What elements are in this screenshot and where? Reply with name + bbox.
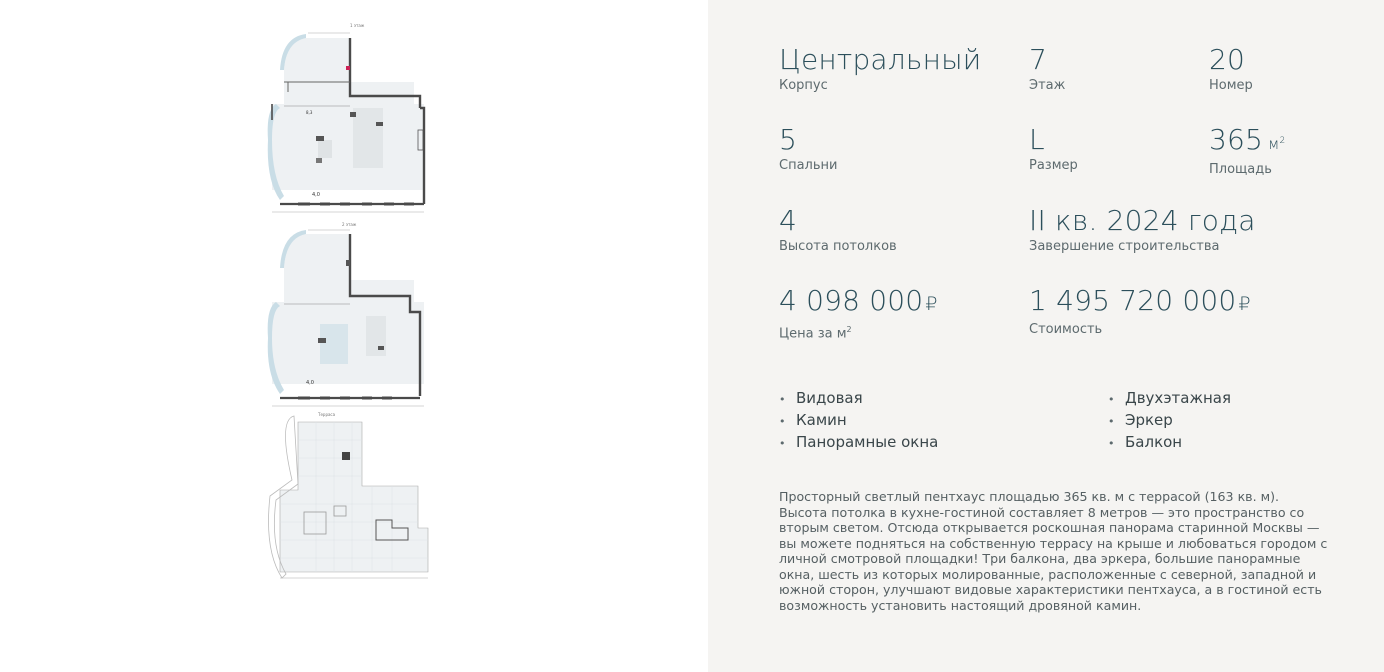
ceiling-stat: [779, 205, 897, 255]
feature-item: • Балкон: [1108, 432, 1231, 454]
feature-item: • Эркер: [1108, 410, 1231, 432]
feature-item: • Видовая: [779, 388, 938, 410]
apartment-description: Просторный светлый пентхаус площадью 365 кв. м с террасой (163 кв. м). Высота потолка в кухне-гостиной составляет 8 метров — это пространство со вторым светом. Отсюда открывается роскошная панорама старинной Москвы — вы можете подняться на собственную террасу на крыше и любоваться городом с личной смотровой площадки! Три балкона, два эркера, большие панорамные окна, шесть из которых молированные, расположенные с северной, западной и южной сторон, улучшают видовые характеристики пентхауса, а в гостиной есть возможность установить настоящий дровяной камин.: [779, 489, 1328, 613]
floor-stat: [1029, 44, 1065, 94]
floor-2-caption: 2 этаж: [342, 222, 357, 227]
building-value: Центральный: [779, 43, 982, 76]
area-value: 365: [1209, 123, 1264, 156]
floor-value: 7: [1029, 43, 1048, 76]
floor-1-living-mark: 4,0: [312, 192, 320, 198]
floor-1-caption: 1 этаж: [350, 23, 365, 28]
price-per-sqm-label-power: 2: [846, 325, 852, 334]
floor-2-living-mark: 4,0: [306, 380, 314, 386]
bedrooms-stat: [779, 124, 837, 174]
completion-label: Завершение строительства: [1029, 239, 1220, 254]
feature-item: • Панорамные окна: [779, 432, 938, 454]
feature-item: • Двухэтажная: [1108, 388, 1231, 410]
ruble-icon: ₽: [925, 293, 938, 315]
price-per-sqm-label: Цена за м: [779, 326, 847, 342]
area-unit: [1263, 135, 1285, 153]
ceiling-value: 4: [779, 204, 798, 237]
number-value: 20: [1209, 43, 1246, 76]
features-list-left: [779, 388, 938, 454]
ceiling-label: Высота потолков: [779, 239, 897, 254]
completion-value: II кв. 2024 года: [1029, 204, 1256, 237]
area-unit-text: м: [1268, 135, 1280, 153]
terrace-plan[interactable]: [258, 410, 438, 586]
area-label: Площадь: [1209, 162, 1272, 177]
bedrooms-value: 5: [779, 123, 798, 156]
completion-stat: [1029, 205, 1256, 255]
floor-2-plan[interactable]: [258, 220, 438, 410]
size-value: L: [1029, 123, 1045, 156]
number-stat: [1209, 44, 1253, 94]
total-price-value: 1 495 720 000: [1029, 284, 1237, 317]
price-per-sqm-label-row: [779, 322, 938, 342]
building-stat: [779, 44, 981, 94]
number-label: Номер: [1209, 78, 1253, 93]
building-label: Корпус: [779, 78, 828, 93]
price-per-sqm-value: 4 098 000: [779, 284, 924, 317]
feature-item: • Камин: [779, 410, 938, 432]
area-unit-power: 2: [1279, 136, 1286, 146]
floor-1-plan[interactable]: [258, 20, 438, 216]
price-per-sqm-row: [779, 285, 938, 320]
size-stat: [1029, 124, 1078, 174]
area-stat: [1209, 124, 1285, 178]
total-price-label: Стоимость: [1029, 322, 1103, 337]
floor-plans: [258, 14, 438, 584]
features-list-right: [1108, 388, 1231, 454]
total-price-row: [1029, 285, 1251, 320]
bedrooms-label: Спальни: [779, 158, 838, 173]
floor-label: Этаж: [1029, 78, 1066, 93]
floor-1-room-mark: 8,3: [306, 110, 313, 115]
area-value-row: [1209, 124, 1285, 160]
ruble-icon: ₽: [1238, 293, 1251, 315]
total-price-stat: [1029, 285, 1251, 338]
size-label: Размер: [1029, 158, 1078, 173]
price-per-sqm-stat: [779, 285, 938, 342]
terrace-caption: Терраса: [318, 412, 336, 417]
